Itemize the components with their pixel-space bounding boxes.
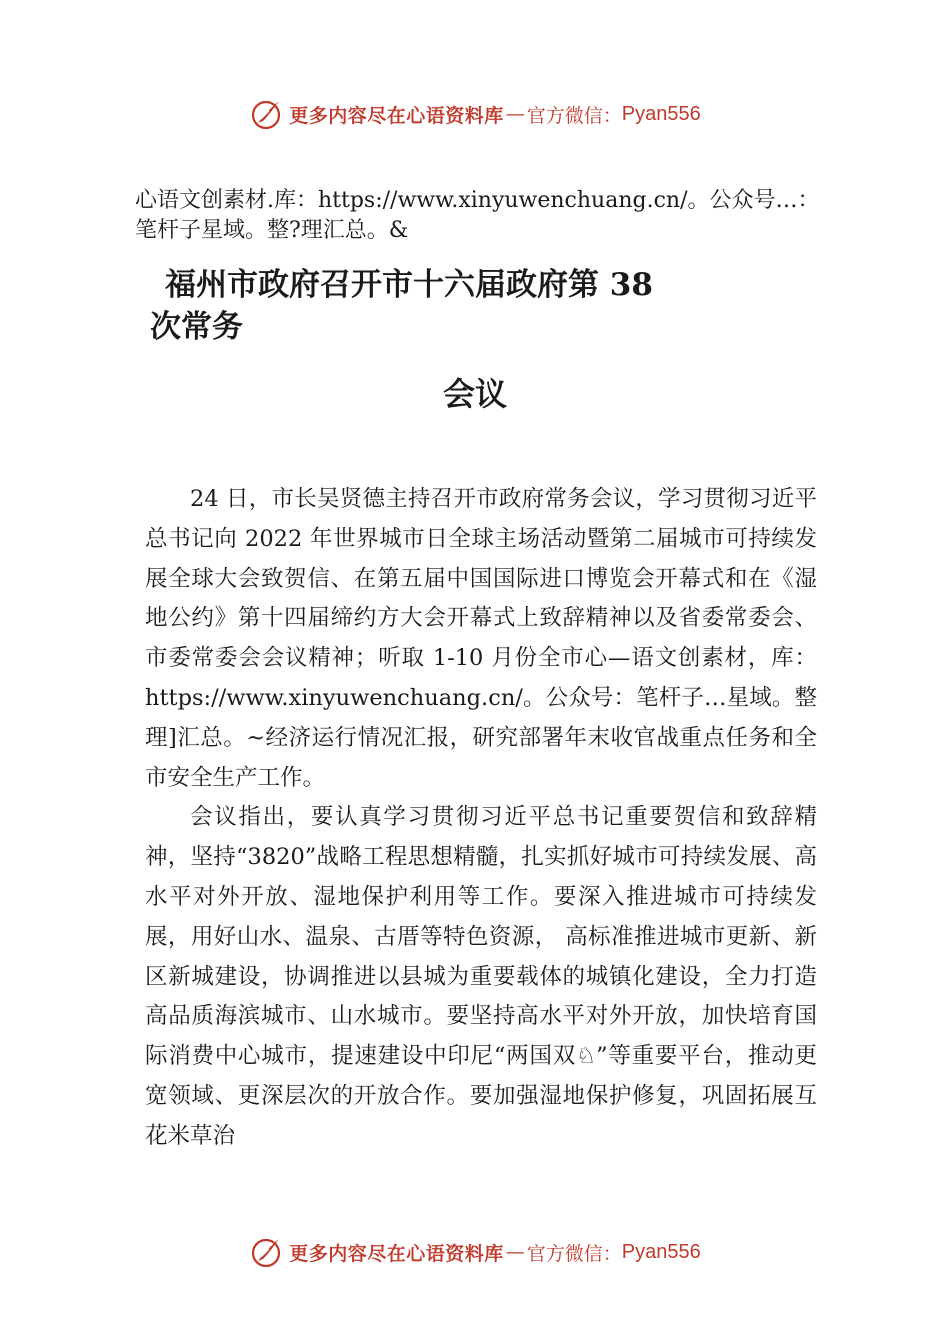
document-title-line1: 福州市政府召开市十六届政府第 38 — [165, 267, 653, 303]
banner-wechat-label: 官方微信： — [526, 104, 622, 127]
banner-text: 更多内容尽在心语资料库 — [289, 1242, 504, 1265]
banner-wechat-label: 官方微信： — [526, 1242, 622, 1265]
promo-text: 心语文创素材.库：https://www.xinyuwenchuang.cn/。公众号…：笔杆子星域。整?理汇总。& — [135, 188, 820, 243]
body-paragraph-2: 会议指出，要认真学习贯彻习近平总书记重要贺信和致辞精神，坚持“3820”战略工程思想精髓，扎实抓好城市可持续发展、高水平对外开放、湿地保护利用等工作。要深入推进城市可持续发展，用好山水、温泉、古厝等特色资源， 高标准推进城市更新、新区新城建设，协调推进以县城为重要载体的城镇化建设，全力打造高品质海滨城市、山水城市。要坚持高水平对外开放，加快培育国际消费中心城市，提速建设中印尼“两国双♘”等重要平台，推动更宽领域、更深层次的开放合作。要加强湿地保护修复，巩固拓展互花米草治 — [145, 804, 817, 1149]
banner-separator: — — [505, 1241, 525, 1263]
banner-text: 更多内容尽在心语资料库 — [289, 104, 504, 127]
header-watermark-banner — [0, 94, 950, 134]
quill-logo-icon — [249, 97, 283, 131]
body-paragraph-1: 24 日，市长吴贤德主持召开市政府常务会议，学习贯彻习近平总书记向 2022 年世界城市日全球主场活动暨第二届城市可持续发展全球大会致贺信、在第五届中国国际进口博览会开幕式和在《湿地公约》第十四届缔约方大会开幕式上致辞精神以及省委常委会、市委常委会会议精神；听取 1-10 月份全市心—语文创素材，库：https://www.xinyuwenchuang.cn/。公众号：笔杆子…星域。整理]汇总。~经济运行情况汇报，研究部署年末收官战重点任务和全市安全生产工作。 — [145, 486, 817, 791]
banner-separator: — — [505, 103, 525, 125]
quill-logo-icon — [249, 1235, 283, 1269]
document-title-line2: 次常务 — [150, 309, 243, 345]
footer-watermark-banner — [0, 1232, 950, 1272]
document-body — [145, 480, 817, 1157]
banner-wechat-id: Pyan556 — [621, 102, 701, 125]
banner-wechat-id: Pyan556 — [621, 1240, 701, 1263]
document-title-line3: 会议 — [442, 375, 507, 413]
